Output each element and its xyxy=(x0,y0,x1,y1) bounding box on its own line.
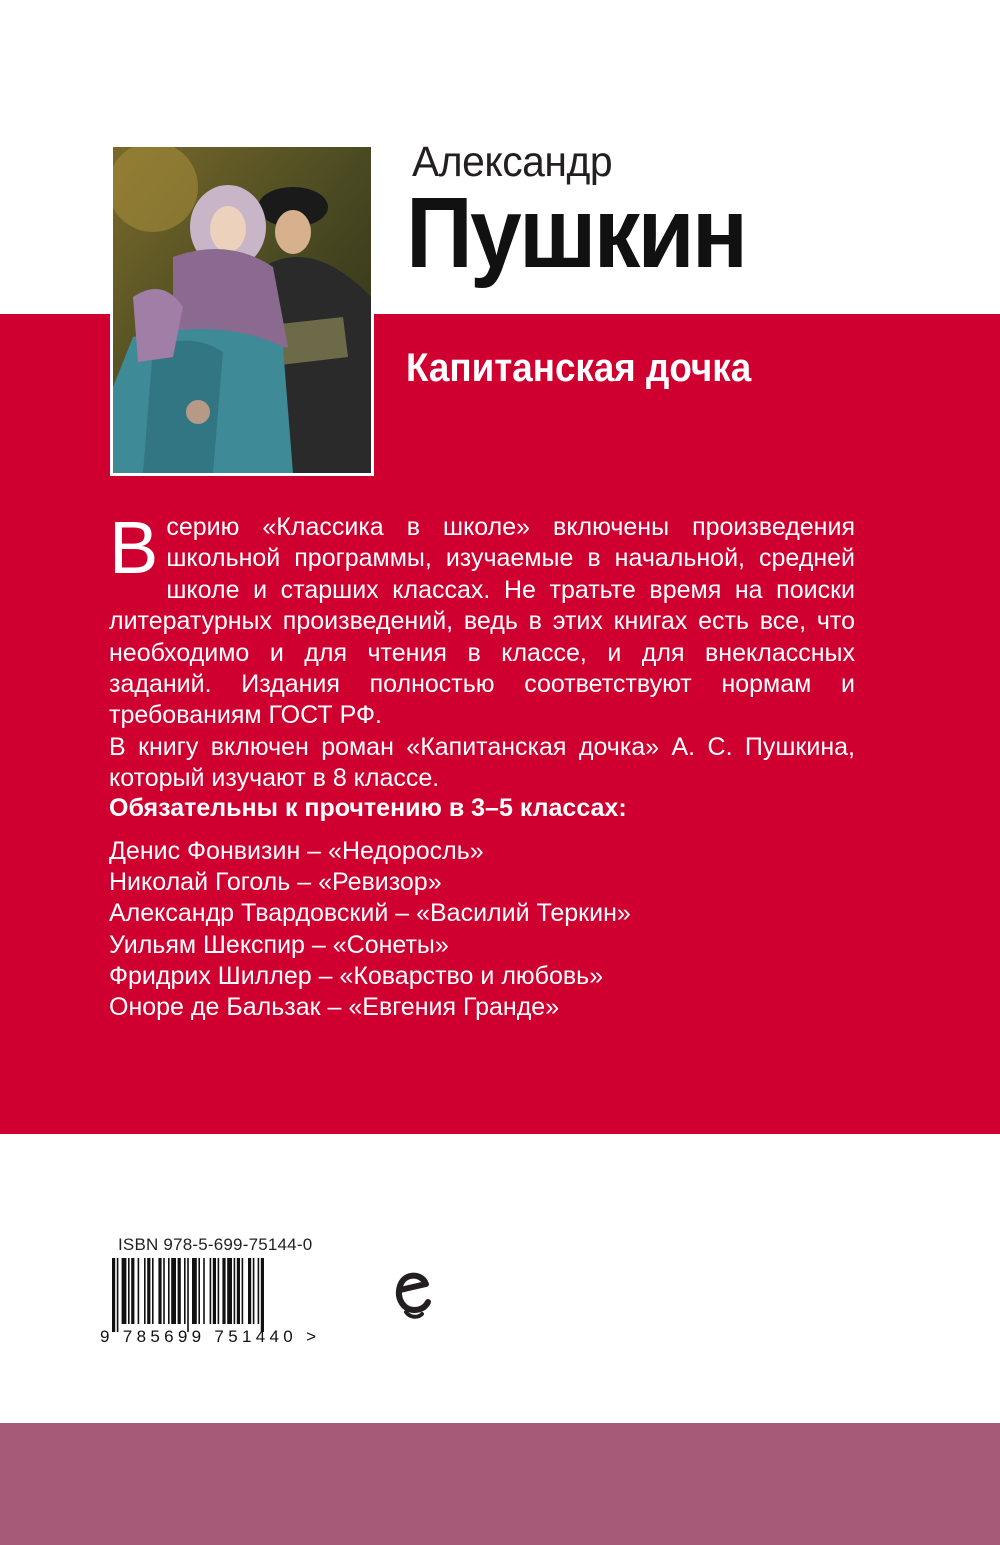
barcode-bar xyxy=(213,1258,216,1324)
cover-painting xyxy=(110,144,374,476)
isbn-label: ISBN 978-5-699-75144-0 xyxy=(118,1235,313,1254)
description-paragraph-1-text: серию «Классика в школе» включены произведения школьной программы, изучаемые в начальной, средней школе и старших классах. Не тратьте время на поиски литературных произведений, ведь в этих книгах есть все, что необходимо и для чтения в классе, и для внеклассных заданий. Издания полностью соответствуют нормам и требованиям ГОСТ РФ. xyxy=(109,513,855,730)
barcode-bar xyxy=(117,1258,119,1332)
barcode-bar xyxy=(192,1258,197,1324)
book-title: Капитанская дочка xyxy=(406,346,752,390)
list-item: Фридрих Шиллер – «Коварство и любовь» xyxy=(109,961,604,990)
barcode-bar xyxy=(261,1258,264,1332)
barcode-bar xyxy=(203,1258,205,1324)
barcode-bar xyxy=(184,1258,186,1324)
barcode-digits: 9 785699 751440 > xyxy=(100,1327,316,1346)
barcode-bar xyxy=(222,1258,225,1324)
barcode-bar xyxy=(138,1258,140,1324)
required-works-list xyxy=(109,836,631,1023)
barcode-bar xyxy=(187,1258,189,1332)
barcode-bar xyxy=(227,1258,232,1324)
series-description xyxy=(109,506,855,795)
barcode-bar xyxy=(122,1258,127,1324)
barcode-bar xyxy=(168,1258,170,1324)
barcode-bar xyxy=(171,1258,176,1324)
barcode-bar xyxy=(152,1258,154,1324)
barcode-bar xyxy=(112,1258,115,1332)
list-item: Уильям Шекспир – «Сонеты» xyxy=(109,930,449,959)
barcode-bar xyxy=(210,1258,212,1324)
barcode-bar xyxy=(158,1258,161,1324)
barcode-bar xyxy=(128,1258,130,1324)
barcode-bar xyxy=(258,1258,260,1324)
drop-cap: В xyxy=(109,506,159,589)
barcode-bar xyxy=(237,1258,240,1324)
barcode-bar xyxy=(131,1258,134,1324)
barcode-bar xyxy=(253,1258,255,1324)
description-paragraph-1 xyxy=(109,506,855,732)
list-item: Николай Гоголь – «Ревизор» xyxy=(109,868,442,897)
barcode-bar xyxy=(178,1258,181,1324)
author-last-name: Пушкин xyxy=(406,177,746,289)
author-first-name: Александр xyxy=(412,138,613,186)
required-reading-heading: Обязательны к прочтению в 3–5 классах: xyxy=(109,794,627,822)
barcode-bar xyxy=(163,1258,165,1324)
barcode-bar xyxy=(147,1258,150,1324)
description-paragraph-2: В книгу включен роман «Капитанская дочка» А. С. Пушкина, который изучают в 8 классе. xyxy=(109,732,855,793)
barcode-bar xyxy=(198,1258,200,1324)
barcode-bar xyxy=(248,1258,251,1324)
list-item: Александр Твардовский – «Василий Теркин» xyxy=(109,899,631,928)
list-item: Денис Фонвизин – «Недоросль» xyxy=(109,837,484,865)
barcode-bar xyxy=(218,1258,220,1324)
barcode-bar xyxy=(242,1258,244,1324)
barcode-icon xyxy=(98,1256,320,1346)
bottom-band xyxy=(0,1423,1000,1545)
eksmo-logo-icon xyxy=(392,1266,434,1322)
list-item: Оноре де Бальзак – «Евгения Гранде» xyxy=(109,993,560,1022)
barcode-bar xyxy=(144,1258,146,1324)
barcode-bar xyxy=(234,1258,236,1324)
